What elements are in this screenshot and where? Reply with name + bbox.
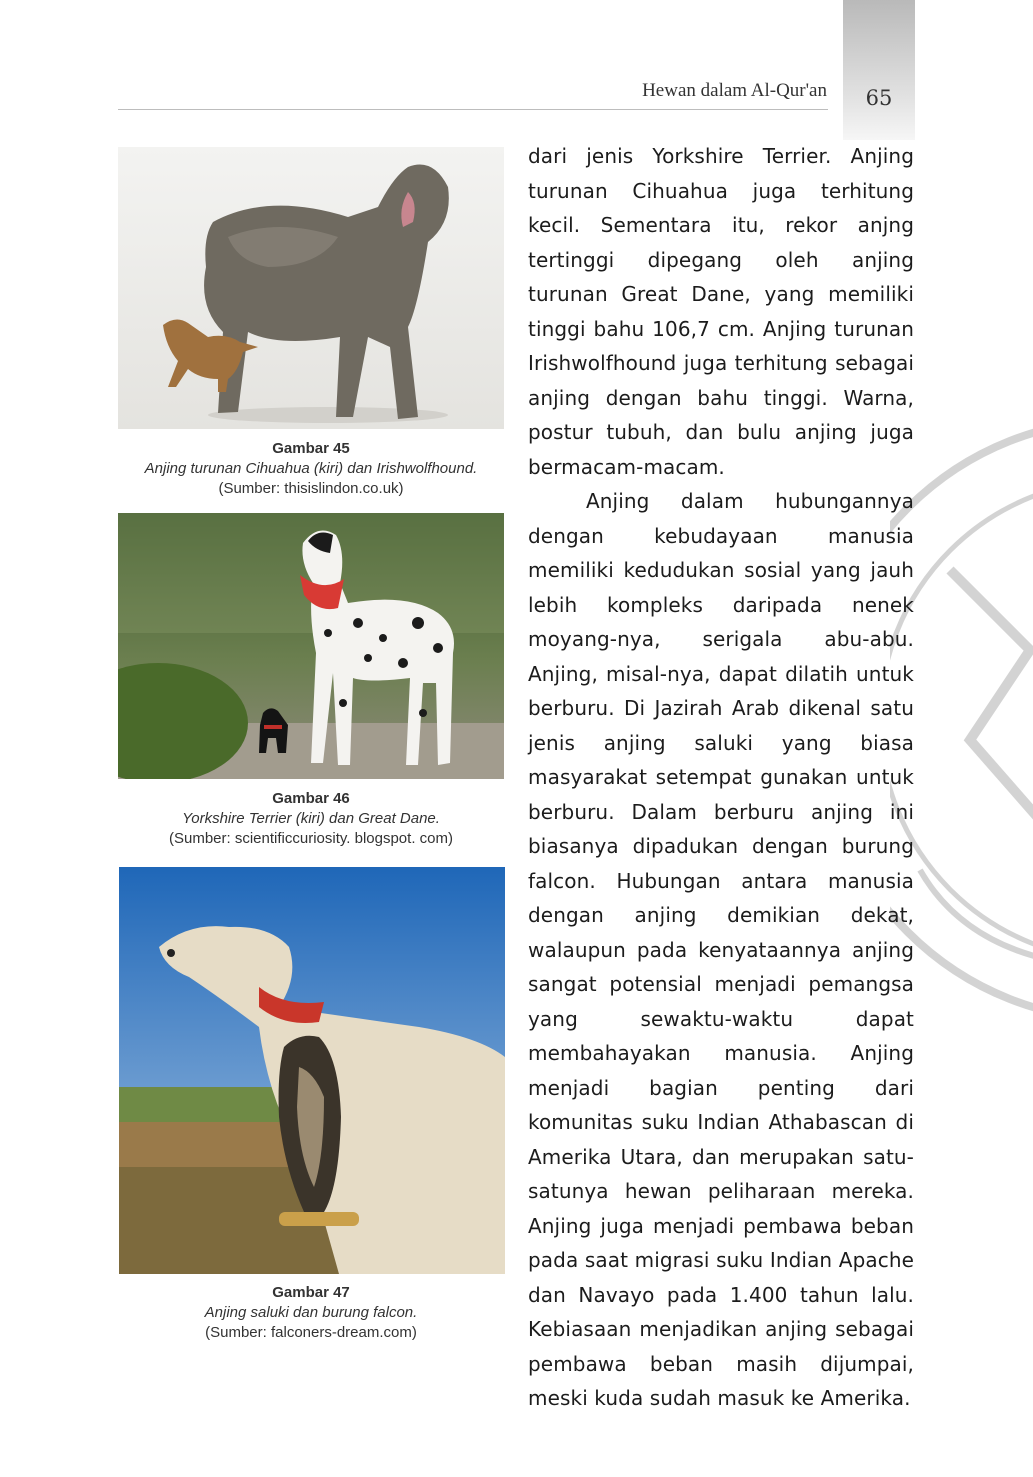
figure-source: (Sumber: scientificcuriosity. blogspot. com) xyxy=(169,830,453,847)
figure-47-photo xyxy=(119,867,505,1274)
figure-45-caption xyxy=(118,439,504,499)
body-paragraph: Anjing dalam hubungannya dengan kebudayaan manusia memiliki kedudukan sosial yang jauh lebih kompleks daripada nenek moyang-nya, serigala abu-abu. Anjing, misal-nya, dapat dilatih untuk berburu. Di Jazirah Arab dikenal satu jenis anjing saluki yang biasa masyarakat setempat gunakan untuk berburu. Dalam berburu anjing ini biasanya dipadukan dengan burung falcon. Hubungan antara manusia dengan anjing demikian dekat, walaupun pada kenyataannya anjing sangat potensial menjadi pemangsa yang sewaktu-waktu dapat membahayakan manusia. Anjing menjadi bagian penting dari komunitas suku Indian Athabascan di Amerika Utara, dan merupakan satu-satunya hewan peliharaan mereka. Anjing juga menjadi pembawa beban pada saat migrasi suku Indian Apache dan Navayo pada 1.400 tahun lalu. Kebiasaan menjadikan anjing sebagai pembawa beban masih dijumpai, meski kuda sudah masuk ke Amerika. xyxy=(528,489,914,1410)
figure-description: Yorkshire Terrier (kiri) dan Great Dane. xyxy=(182,810,440,827)
body-text xyxy=(528,139,914,1416)
page-number-tab xyxy=(843,0,915,140)
page-number: 65 xyxy=(865,86,893,110)
running-title: Hewan dalam Al-Qur'an xyxy=(642,80,827,101)
figure-description: Anjing turunan Cihuahua (kiri) dan Irishwolfhound. xyxy=(144,460,478,477)
header-rule xyxy=(118,109,828,110)
figure-description: Anjing saluki dan burung falcon. xyxy=(204,1304,418,1321)
figure-source: (Sumber: falconers-dream.com) xyxy=(205,1324,417,1341)
figure-label: Gambar 47 xyxy=(272,1284,350,1301)
figure-label: Gambar 46 xyxy=(272,790,350,807)
figure-label: Gambar 45 xyxy=(272,440,350,457)
figure-source: (Sumber: thisislindon.co.uk) xyxy=(218,480,404,497)
figure-46-caption xyxy=(118,789,504,849)
figure-46-photo xyxy=(118,513,504,779)
figure-47-caption xyxy=(118,1283,504,1343)
figure-45-photo xyxy=(118,147,504,429)
body-paragraph: dari jenis Yorkshire Terrier. Anjing turunan Cihuahua juga terhitung kecil. Sementara itu, rekor anjng tertinggi dipegang oleh anjing turunan Great Dane, yang memiliki tinggi bahu 106,7 cm. Anjing turunan Irishwolfhound juga terhitung sebagai anjing dengan bahu tinggi. Warna, postur tubuh, dan bulu anjing juga bermacam-macam. xyxy=(528,144,914,479)
